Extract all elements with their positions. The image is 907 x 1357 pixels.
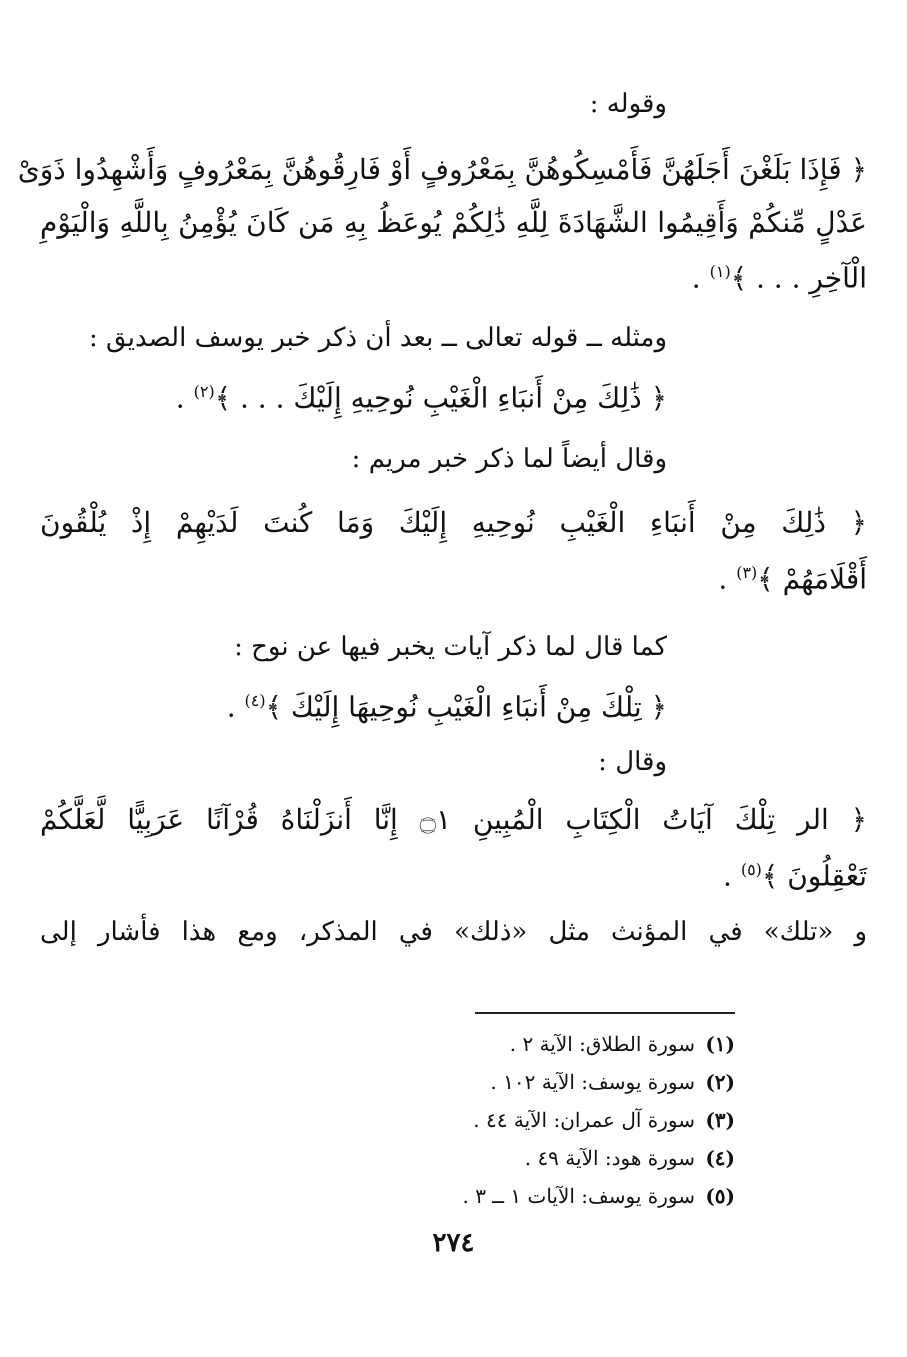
footnote-divider: [475, 1012, 735, 1014]
footnote-number: (٣): [705, 1108, 735, 1132]
verse-text: أَقْلَامَهُمْ ﴾: [757, 562, 867, 596]
verse-text: الْآخِرِ . . . ﴾: [730, 261, 867, 295]
footnote-text: سورة الطلاق: الآية ٢ .: [509, 1032, 695, 1056]
footnote-text: سورة آل عمران: الآية ٤٤ .: [473, 1108, 695, 1132]
verse-line-8: ﴿ الر تِلْكَ آيَاتُ الْكِتَابِ الْمُبِينِ ۝١ إِنَّا أَنزَلْنَاهُ قُرْآنًا عَرَبِيًّا لَّعَلَّكُمْ: [40, 803, 867, 836]
intro-line-1: وقوله :: [589, 89, 667, 119]
intro-line-4: كما قال لما ذكر آيات يخبر فيها عن نوح :: [234, 632, 667, 662]
intro-line-3: وقال أيضاً لما ذكر خبر مريم :: [351, 444, 667, 474]
footnote-ref: (٢): [193, 382, 215, 401]
footnote-number: (٤): [705, 1146, 735, 1170]
intro-line-5: وقال :: [598, 747, 667, 777]
footnote-text: سورة هود: الآية ٤٩ .: [524, 1146, 695, 1170]
verse-line-5: ﴿ ذَٰلِكَ مِنْ أَنبَاءِ الْغَيْبِ نُوحِيهِ إِلَيْكَ وَمَا كُنتَ لَدَيْهِمْ إِذْ يُلْقُونَ: [40, 506, 867, 539]
footnote-ref: (٣): [736, 563, 758, 582]
footnote-text: سورة يوسف: الآية ١٠٢ .: [490, 1070, 695, 1094]
footnote-number: (٥): [705, 1184, 735, 1208]
verse-end: .: [691, 261, 710, 295]
verse-line-4: [40, 372, 667, 418]
verse-end: .: [175, 381, 194, 415]
page-number: ٢٧٤: [432, 1228, 475, 1258]
paragraph-line: و «تلك» في المؤنث مثل «ذلك» في المذكر، ومع هذا فأشار إلى: [40, 917, 867, 947]
intro-line-2: ومثله ــ قوله تعالى ــ بعد أن ذكر خبر يوسف الصديق :: [89, 323, 667, 353]
footnote-number: (١): [705, 1032, 735, 1056]
verse-text: ﴿ ذَٰلِكَ مِنْ أَنبَاءِ الْغَيْبِ نُوحِيهِ إِلَيْكَ . . . ﴾: [214, 381, 667, 415]
footnote-item: [462, 1139, 735, 1177]
footnote-ref: (١): [709, 262, 731, 281]
footnote-item: [462, 1063, 735, 1101]
verse-end: .: [226, 690, 245, 724]
verse-end: .: [718, 562, 737, 596]
verse-text: ﴿ تِلْكَ مِنْ أَنبَاءِ الْغَيْبِ نُوحِيهَا إِلَيْكَ ﴾: [265, 690, 667, 724]
footnote-ref: (٥): [740, 860, 762, 879]
verse-line-6: [40, 553, 867, 599]
footnote-item: [462, 1101, 735, 1139]
footnote-number: (٢): [705, 1070, 735, 1094]
footnote-item: [462, 1177, 735, 1215]
footnotes-list: [462, 1025, 735, 1215]
verse-line-3: [40, 252, 867, 298]
verse-line-1: ﴿ فَإِذَا بَلَغْنَ أَجَلَهُنَّ فَأَمْسِكُوهُنَّ بِمَعْرُوفٍ أَوْ فَارِقُوهُنَّ بِمَعْرُوفٍ وَأَشْهِدُوا ذَوَىْ: [17, 153, 867, 186]
verse-end: .: [723, 859, 741, 893]
verse-line-2: عَدْلٍ مِّنكُمْ وَأَقِيمُوا الشَّهَادَةَ لِلَّهِ ذَٰلِكُمْ يُوعَظُ بِهِ مَن كَانَ يُؤْمِنُ بِاللَّهِ وَالْيَوْمِ: [40, 206, 867, 239]
verse-text: تَعْقِلُونَ ﴾: [761, 859, 867, 893]
verse-line-7: [40, 681, 667, 727]
footnote-text: سورة يوسف: الآيات ١ ــ ٣ .: [462, 1184, 695, 1208]
footnote-item: [462, 1025, 735, 1063]
verse-line-9: [40, 850, 867, 896]
footnote-ref: (٤): [244, 691, 266, 710]
